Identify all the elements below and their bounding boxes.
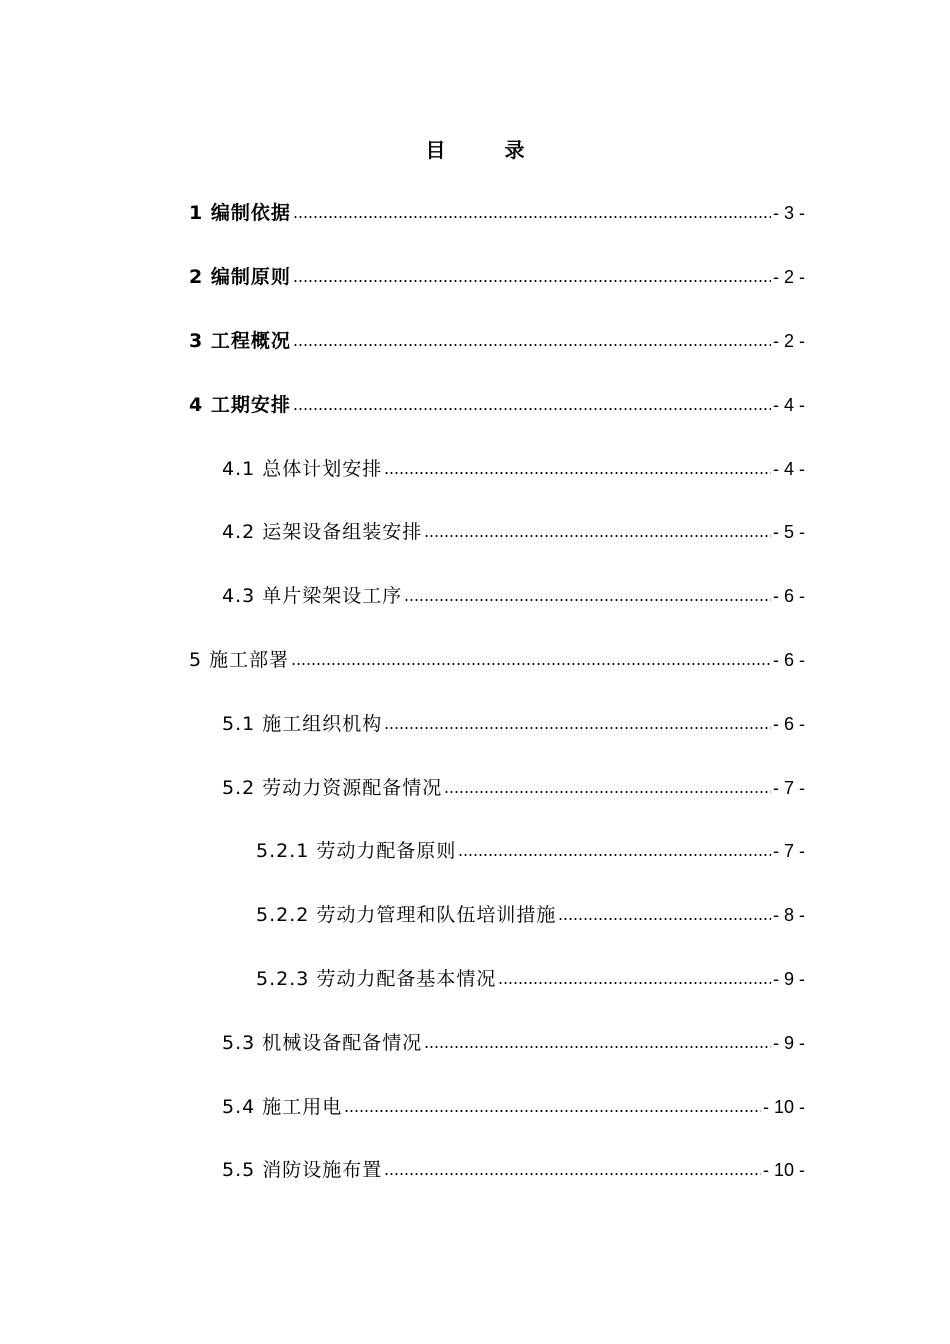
toc-page-number: - 4 - xyxy=(772,459,805,479)
toc-entry[interactable] xyxy=(222,583,805,609)
toc-page-number: - 2 - xyxy=(772,331,805,351)
toc-page-number: - 9 - xyxy=(772,1033,805,1053)
toc-dot-leader xyxy=(293,406,771,412)
toc-entry[interactable] xyxy=(222,1157,805,1183)
toc-page-number: - 4 - xyxy=(772,395,805,415)
toc-dot-leader xyxy=(424,533,771,539)
toc-page-number: - 7 - xyxy=(772,841,805,861)
toc-page-number: - 6 - xyxy=(772,650,805,670)
toc-page-number: - 2 - xyxy=(772,267,805,287)
toc-entry-label: 5.5 消防设施布置 xyxy=(222,1159,383,1181)
toc-entry[interactable] xyxy=(222,775,805,801)
toc-entry[interactable] xyxy=(189,200,805,226)
toc-dot-leader xyxy=(444,789,771,795)
toc-dot-leader xyxy=(384,725,771,731)
toc-entry-label: 2 编制原则 xyxy=(189,266,291,288)
toc-entry[interactable] xyxy=(222,1030,805,1056)
toc-page-number: - 10 - xyxy=(762,1160,805,1180)
toc-entry[interactable] xyxy=(189,328,805,354)
toc-entry-label: 5.3 机械设备配备情况 xyxy=(222,1032,423,1054)
toc-page-number: - 5 - xyxy=(772,522,805,542)
toc-dot-leader xyxy=(424,1044,771,1050)
toc-dot-leader xyxy=(498,980,771,986)
toc-entry-label: 4 工期安排 xyxy=(189,394,291,416)
toc-dot-leader xyxy=(558,916,771,922)
toc-entry-label: 3 工程概况 xyxy=(189,330,291,352)
toc-entry-label: 5.4 施工用电 xyxy=(222,1096,343,1118)
toc-entry[interactable] xyxy=(256,838,805,864)
toc-page-number: - 8 - xyxy=(772,905,805,925)
toc-entry-label: 4.2 运架设备组装安排 xyxy=(222,521,423,543)
toc-page-number: - 6 - xyxy=(772,586,805,606)
toc-entry-label: 1 编制依据 xyxy=(189,202,291,224)
toc-entry-label: 4.3 单片梁架设工序 xyxy=(222,585,403,607)
toc-entry-label: 5.2.2 劳动力管理和队伍培训措施 xyxy=(256,904,557,926)
toc-entry[interactable] xyxy=(222,1094,805,1120)
toc-dot-leader xyxy=(404,597,771,603)
toc-entry-label: 5.1 施工组织机构 xyxy=(222,713,383,735)
toc-page-number: - 9 - xyxy=(772,969,805,989)
toc-dot-leader xyxy=(384,1171,761,1177)
toc-entry[interactable] xyxy=(222,519,805,545)
toc-entry[interactable] xyxy=(256,902,805,928)
toc-entry-label: 5.2 劳动力资源配备情况 xyxy=(222,777,443,799)
toc-entry-label: 4.1 总体计划安排 xyxy=(222,458,383,480)
toc-dot-leader xyxy=(344,1108,761,1114)
toc-page-number: - 3 - xyxy=(772,203,805,223)
toc-entry[interactable] xyxy=(189,647,805,673)
toc-dot-leader xyxy=(291,661,771,667)
toc-entry-label: 5.2.3 劳动力配备基本情况 xyxy=(256,968,497,990)
toc-entry-label: 5.2.1 劳动力配备原则 xyxy=(256,840,457,862)
toc-dot-leader xyxy=(293,214,771,220)
toc-dot-leader xyxy=(293,278,771,284)
toc-entry[interactable] xyxy=(222,711,805,737)
toc-entry[interactable] xyxy=(189,392,805,418)
toc-title: 目 录 xyxy=(425,138,551,162)
toc-entry[interactable] xyxy=(256,966,805,992)
toc-entry[interactable] xyxy=(189,264,805,290)
toc-dot-leader xyxy=(384,470,771,476)
toc-page-number: - 6 - xyxy=(772,714,805,734)
toc-entry-label: 5 施工部署 xyxy=(189,649,290,671)
toc-page-number: - 10 - xyxy=(762,1097,805,1117)
toc-dot-leader xyxy=(293,342,771,348)
toc-entry[interactable] xyxy=(222,456,805,482)
toc-page-number: - 7 - xyxy=(772,778,805,798)
toc-dot-leader xyxy=(458,852,771,858)
